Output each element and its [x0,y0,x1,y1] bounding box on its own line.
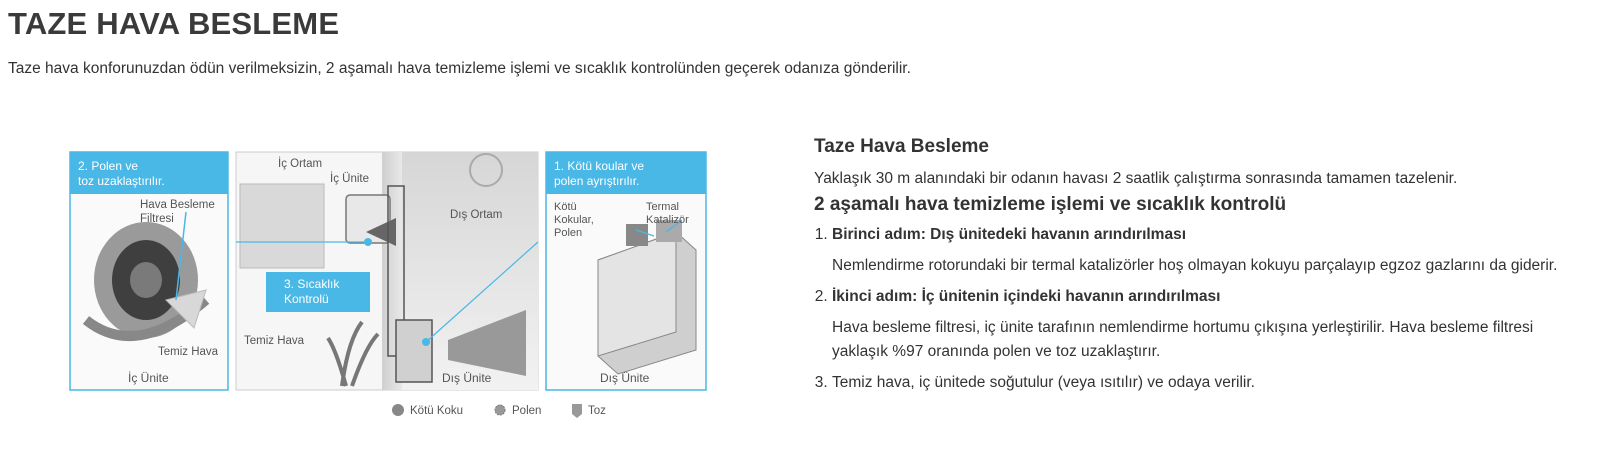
indoor-unit-label-mid: İç Ünite [330,173,369,185]
step-desc: Hava besleme filtresi, iç ünite tarafının nemlendirme hortumu çıkışına yerleştirilir. Hava besleme filtresi yaklaşık %97 oranında polen ve toz uzaklaştırır. [832,319,1534,361]
panel-right-header-line1: 1. Kötü koular ve [554,159,645,173]
step-item [832,226,1574,278]
dust-icon [572,404,582,418]
step-item [832,288,1574,364]
step-title: 2. İkinci adım: İç ünitenin içindeki havanın arındırılması [832,288,1221,306]
outdoor-unit-label-mid: Dış Ünite [442,371,492,385]
indoor-env-label: İç Ortam [278,158,323,170]
temp-control-line1: 3. Sıcaklık [284,277,340,291]
filter-label-line1: Hava Besleme [140,199,215,211]
catalyst-label-line2: Katalizör [646,214,689,226]
step-title: 1. Birinci adım: Dış ünitedeki havanın arındırılması [832,226,1187,243]
pollen-icon [495,405,505,415]
content-subheading: 2 aşamalı hava temizleme işlemi ve sıcaklık kontrolü [814,194,1287,215]
intro-text: Taze hava konforunuzdan ödün verilmeksizin, 2 aşamalı hava temizleme işlemi ve sıcaklık kontrolünden geçerek odanıza gönderilir. [8,60,911,77]
fresh-air-diagram [66,150,726,430]
step-title: Temiz hava, iç ünitede soğutulur (veya ısıtılır) ve odaya verilir. [832,374,1255,392]
bad-odor-label-line3: Polen [554,227,583,239]
outdoor-unit-label-right: Dış Ünite [600,371,650,385]
catalyst-label-line1: Termal [646,201,680,213]
steps-list [814,226,1574,392]
bad-odor-icon [392,404,404,416]
legend-dust: Toz [588,405,606,417]
step-item [832,374,1574,392]
filter-label-line2: Filtresi [140,213,174,225]
panel-left-header-line1: 2. Polen ve [78,159,139,173]
panel-right-header-line2: polen ayrıştırılır. [554,174,640,188]
bad-odor-label-line2: Kokular, [554,214,594,226]
panel-indoor-filter [70,152,228,390]
legend-pollen: Polen [512,405,542,417]
clean-air-label-mid: Temiz Hava [244,335,305,347]
temp-control-line2: Kontrolü [284,292,329,306]
content-heading: Taze Hava Besleme [814,136,989,157]
clean-air-label-left: Temiz Hava [158,346,219,358]
content-paragraph: Yaklaşık 30 m alanındaki bir odanın havası 2 saatlik çalıştırma sonrasında tamamen tazelenir. [814,170,1458,187]
indoor-unit-label-left: İç Ünite [128,371,169,385]
legend-bad-odor: Kötü Koku [410,405,464,417]
page-title: TAZE HAVA BESLEME [8,6,340,41]
outdoor-env-label: Dış Ortam [450,209,503,221]
content-column [814,136,1574,402]
panel-room-cross-section [236,152,538,390]
diagram-legend [392,404,606,418]
step-desc: Nemlendirme rotorundaki bir termal katalizörler hoş olmayan kokuyu parçalayıp egzoz gazlarını da giderir. [832,257,1558,274]
panel-outdoor-catalyst [546,152,706,390]
bad-odor-label-line1: Kötü [554,201,577,213]
panel-left-header-line2: toz uzaklaştırılır. [78,174,165,188]
